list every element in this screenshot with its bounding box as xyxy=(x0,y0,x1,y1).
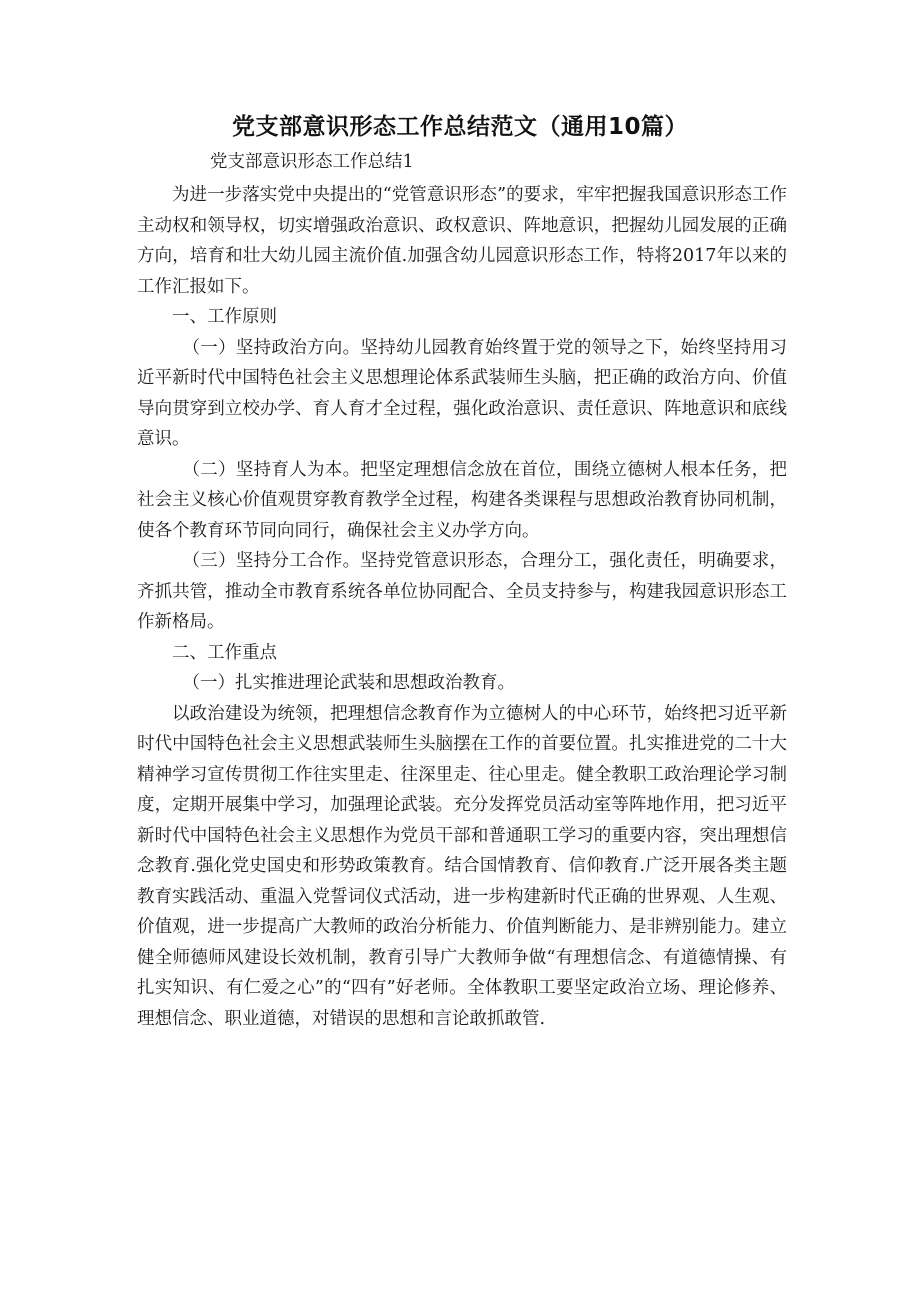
document-body xyxy=(137,180,787,1034)
paragraph-focus-1-body: 以政治建设为统领，把理想信念教育作为立德树人的中心环节，始终把习近平新时代中国特色社会主义思想武装师生头脑摆在工作的首要位置。扎实推进党的二十大精神学习宣传贯彻工作往实里走、往深里走、往心里走。健全教职工政治理论学习制度，定期开展集中学习，加强理论武装。充分发挥党员活动室等阵地作用，把习近平新时代中国特色社会主义思想作为党员干部和普通职工学习的重要内容，突出理想信念教育.强化党史国史和形势政策教育。结合国情教育、信仰教育.广泛开展各类主题教育实践活动、重温入党誓词仪式活动，进一步构建新时代正确的世界观、人生观、价值观，进一步提高广大教师的政治分析能力、价值判断能力、是非辨别能力。建立健全师德师风建设长效机制，教育引导广大教师争做“有理想信念、有道德情操、有扎实知识、有仁爱之心”的“四有”好老师。全体教职工要坚定政治立场、理论修养、理想信念、职业道德，对错误的思想和言论敢抓敢管. xyxy=(137,703,787,1029)
subheading-focus-1: （一）扎实推进理论武装和思想政治教育。 xyxy=(182,673,515,693)
paragraph-principle-2: （二）坚持育人为本。把坚定理想信念放在首位，围绕立德树人根本任务，把社会主义核心价值观贯穿教育教学全过程，构建各类课程与思想政治教育协同机制，使各个教育环节同向同行，确保社会主义办学方向。 xyxy=(137,459,787,541)
paragraph-intro: 为进一步落实党中央提出的“党管意识形态”的要求，牢牢把握我国意识形态工作主动权和领导权，切实增强政治意识、政权意识、阵地意识，把握幼儿园发展的正确方向，培育和壮大幼儿园主流价值.加强含幼儿园意识形态工作，特将2017年以来的工作汇报如下。 xyxy=(137,185,787,297)
heading-principles: 一、工作原则 xyxy=(172,307,277,327)
paragraph-principle-1: （一）坚持政治方向。坚持幼儿园教育始终置于党的领导之下，始终坚持用习近平新时代中国特色社会主义思想理论体系武装师生头脑，把正确的政治方向、价值导向贯穿到立校办学、育人育才全过程，强化政治意识、责任意识、阵地意识和底线意识。 xyxy=(137,337,787,449)
heading-focus: 二、工作重点 xyxy=(172,642,277,663)
paragraph-principle-3: （三）坚持分工合作。坚持党管意识形态，合理分工，强化责任，明确要求，齐抓共管，推动全市教育系统各单位协同配合、全员支持参与，构建我园意识形态工作新格局。 xyxy=(137,551,787,632)
section-subtitle: 党支部意识形态工作总结1 xyxy=(210,152,414,172)
document-title: 党支部意识形态工作总结范文（通用10篇） xyxy=(231,114,688,140)
